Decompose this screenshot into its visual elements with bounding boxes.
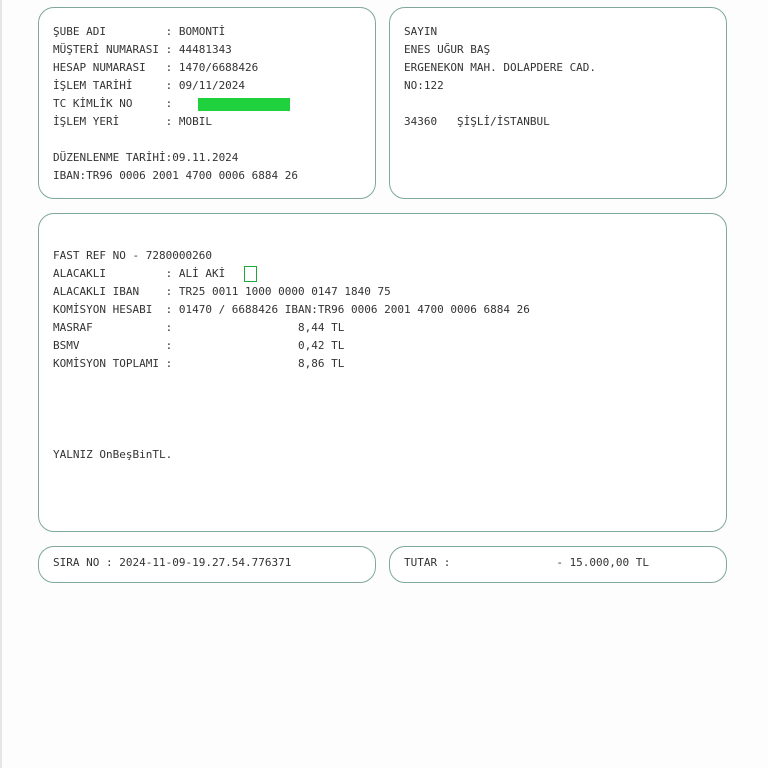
address-city: 34360 ŞİŞLİ/İSTANBUL	[404, 115, 550, 128]
redaction-mask	[198, 98, 290, 111]
fast-ref-number: FAST REF NO - 7280000260	[53, 249, 212, 262]
transfer-details-box	[38, 213, 727, 532]
customer-number: MÜŞTERİ NUMARASI : 44481343	[53, 43, 232, 56]
tc-id-label: TC KİMLİK NO :	[53, 97, 173, 110]
commission-total: KOMİSYON TOPLAMI : 8,86 TL	[53, 357, 345, 370]
sequence-number: SIRA NO : 2024-11-09-19.27.54.776371	[53, 556, 292, 569]
transaction-place: İŞLEM YERİ : MOBIL	[53, 115, 212, 128]
amount-box	[389, 546, 727, 583]
account-number: HESAP NUMARASI : 1470/6688426	[53, 61, 259, 74]
salutation: SAYIN	[404, 25, 438, 38]
account-info-box	[38, 7, 376, 199]
recipient-name: ENES UĞUR BAŞ	[404, 43, 491, 56]
fee-amount: MASRAF : 8,44 TL	[53, 321, 345, 334]
account-iban: IBAN:TR96 0006 2001 4700 0006 6884 26	[53, 169, 299, 182]
transaction-date: İŞLEM TARİHİ : 09/11/2024	[53, 79, 246, 92]
sequence-number-box	[38, 546, 376, 583]
total-amount: TUTAR : - 15.000,00 TL	[404, 556, 650, 569]
issue-date: DÜZENLENME TARİHİ:09.11.2024	[53, 151, 239, 164]
amount-in-words: YALNIZ OnBeşBinTL.	[53, 448, 173, 461]
beneficiary-iban: ALACAKLI IBAN : TR25 0011 1000 0000 0147 1840 75	[53, 285, 391, 298]
text-selection-box	[244, 266, 257, 282]
page-edge	[0, 0, 2, 768]
beneficiary-name: ALACAKLI : ALİ AKİ	[53, 267, 226, 280]
address-number: NO:122	[404, 79, 444, 92]
address-street: ERGENEKON MAH. DOLAPDERE CAD.	[404, 61, 597, 74]
bsmv-amount: BSMV : 0,42 TL	[53, 339, 345, 352]
commission-account: KOMİSYON HESABI : 01470 / 6688426 IBAN:TR96 0006 2001 4700 0006 6884 26	[53, 303, 530, 316]
branch-name: ŞUBE ADI : BOMONTİ	[53, 25, 226, 38]
recipient-address-box	[389, 7, 727, 199]
